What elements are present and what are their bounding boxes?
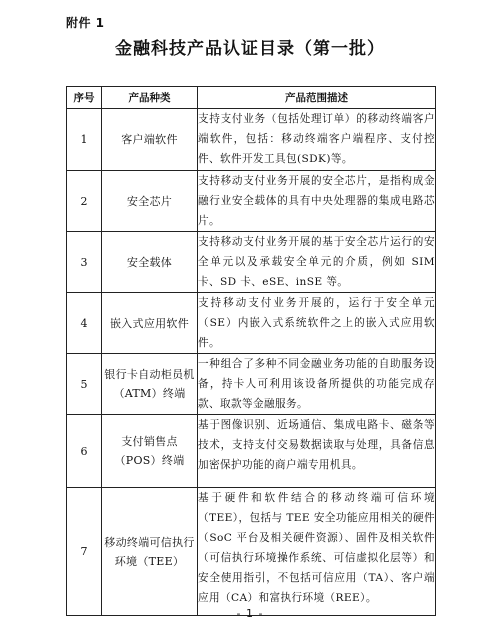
- product-description: 基于图像识别、近场通信、集成电路卡、磁条等技术，支持支付交易数据读取与处理，具备信息加密保护功能的商户端专用机具。: [198, 415, 436, 488]
- table-row: [67, 232, 436, 293]
- table-row: [67, 109, 436, 171]
- product-description: 一种组合了多种不同金融业务功能的自助服务设备，持卡人可利用该设备所提供的功能完成存款、取款等金融服务。: [198, 354, 436, 415]
- product-category: 安全载体: [102, 232, 198, 293]
- product-category: 安全芯片: [102, 171, 198, 232]
- page-number: - 1 -: [236, 607, 264, 620]
- attachment-label: 附件 1: [66, 16, 105, 30]
- page-title: 金融科技产品认证目录（第一批）: [115, 39, 385, 59]
- row-number: 6: [67, 415, 102, 488]
- product-catalog-table: [66, 86, 436, 616]
- table-row: [67, 354, 436, 415]
- row-number: 2: [67, 171, 102, 232]
- table-row: [67, 171, 436, 232]
- table-row: [67, 488, 436, 616]
- product-category: 嵌入式应用软件: [102, 293, 198, 354]
- row-number: 3: [67, 232, 102, 293]
- product-description: 支持移动支付业务开展的，运行于安全单元（SE）内嵌入式系统软件之上的嵌入式应用软件。: [198, 293, 436, 354]
- column-header-description: 产品范围描述: [198, 87, 436, 109]
- row-number: 7: [67, 488, 102, 616]
- product-description: 支持移动支付业务开展的安全芯片，是指构成金融行业安全载体的具有中央处理器的集成电路芯片。: [198, 171, 436, 232]
- table-row: [67, 293, 436, 354]
- product-description: 支持移动支付业务开展的基于安全芯片运行的安全单元以及承载安全单元的介质，例如 SIM 卡、SD 卡、eSE、inSE 等。: [198, 232, 436, 293]
- table-row: [67, 415, 436, 488]
- row-number: 1: [67, 109, 102, 171]
- product-category: 移动终端可信执行环境（TEE）: [102, 488, 198, 616]
- column-header-category: 产品种类: [102, 87, 198, 109]
- product-category: 客户端软件: [102, 109, 198, 171]
- row-number: 5: [67, 354, 102, 415]
- table-header-row: [67, 87, 436, 109]
- product-description: 支持支付业务（包括处理订单）的移动终端客户端软件，包括：移动终端客户端程序、支付控件、软件开发工具包(SDK)等。: [198, 109, 436, 171]
- column-header-no: 序号: [67, 87, 102, 109]
- row-number: 4: [67, 293, 102, 354]
- product-category: 支付销售点（POS）终端: [102, 415, 198, 488]
- product-description: 基于硬件和软件结合的移动终端可信环境（TEE），包括与 TEE 安全功能应用相关的硬件（SoC 平台及相关硬件资源）、固件及相关软件（可信执行环境操作系统、可信虚拟化层等）和安全使用指引，不包括可信应用（TA）、客户端应用（CA）和富执行环境（REE）。: [198, 488, 436, 616]
- product-category: 银行卡自动柜员机（ATM）终端: [102, 354, 198, 415]
